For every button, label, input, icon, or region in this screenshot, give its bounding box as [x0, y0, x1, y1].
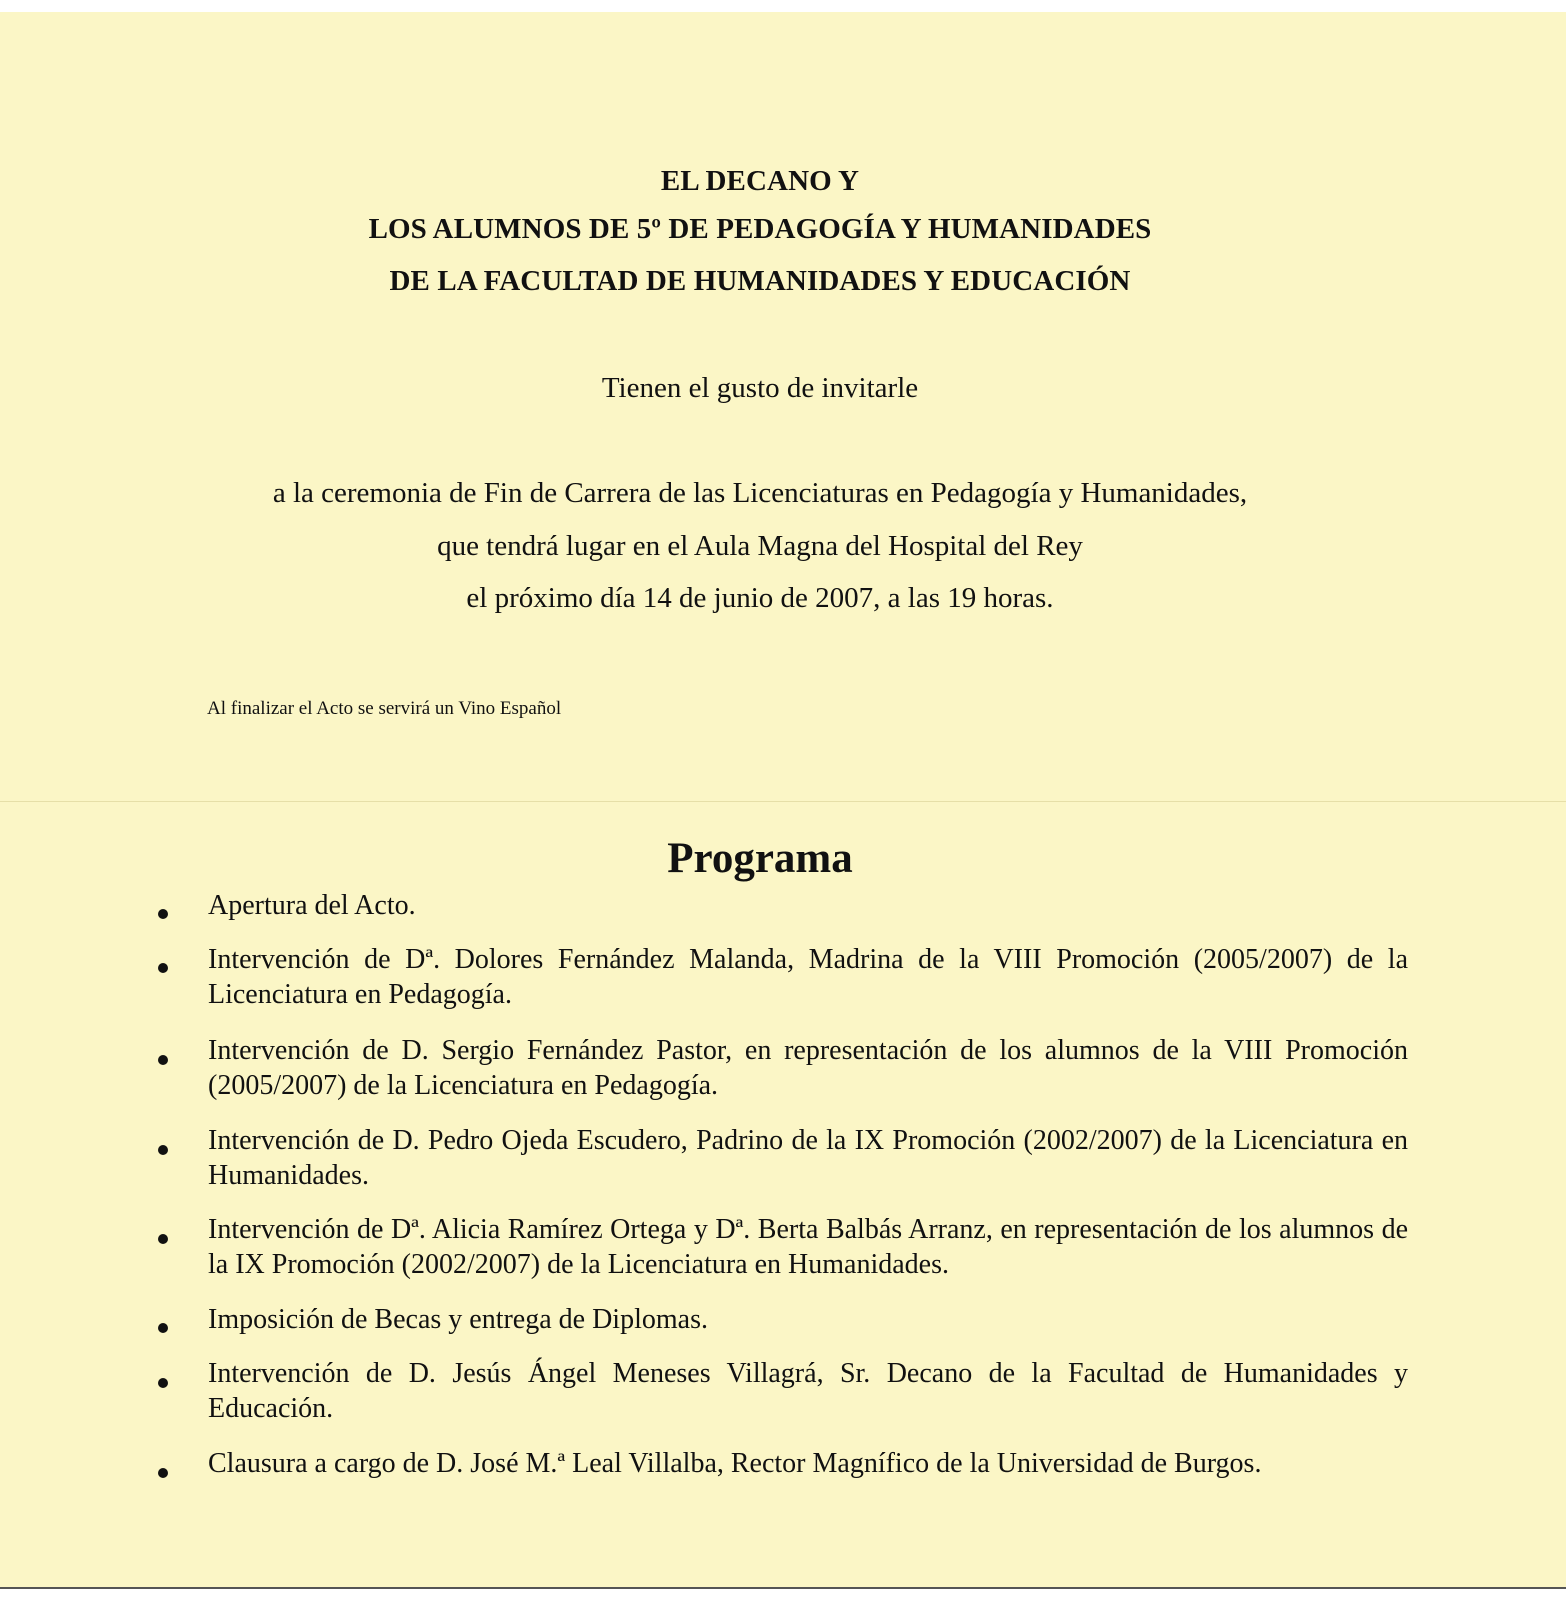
program-item: Intervención de D. Pedro Ojeda Escudero, Padrino de la IX Promoción (2002/2007) de la Licenciatura en Humanidades. — [208, 1125, 1408, 1191]
header-line-2: LOS ALUMNOS DE 5º DE PEDAGOGÍA Y HUMANIDADES — [368, 213, 1152, 245]
header-line-3: DE LA FACULTAD DE HUMANIDADES Y EDUCACIÓN — [389, 265, 1131, 297]
program-item: Intervención de Dª. Dolores Fernández Malanda, Madrina de la VIII Promoción (2005/2007) de la Licenciatura en Pedagogía. — [208, 944, 1408, 1010]
program-item: Imposición de Becas y entrega de Diplomas. — [208, 1304, 708, 1335]
bullet-icon — [158, 1055, 168, 1065]
invitation-line-2: que tendrá lugar en el Aula Magna del Hospital del Rey — [437, 530, 1083, 562]
header-line-1: EL DECANO Y — [660, 165, 860, 197]
program-item: Intervención de D. Jesús Ángel Meneses Villagrá, Sr. Decano de la Facultad de Humanidades y Educación. — [208, 1358, 1408, 1424]
reception-note: Al finalizar el Acto se servirá un Vino Español — [207, 698, 562, 719]
bullet-icon — [158, 1468, 168, 1478]
fold-line — [0, 801, 1566, 802]
program-item: Clausura a cargo de D. José M.ª Leal Villalba, Rector Magnífico de la Universidad de Burgos. — [208, 1448, 1262, 1479]
bullet-icon — [158, 963, 168, 973]
invitation-greeting: Tienen el gusto de invitarle — [601, 372, 919, 404]
invitation-line-1: a la ceremonia de Fin de Carrera de las Licenciaturas en Pedagogía y Humanidades, — [272, 477, 1248, 509]
invitation-card — [0, 12, 1566, 1587]
bullet-icon — [158, 1145, 168, 1155]
program-item: Apertura del Acto. — [208, 890, 416, 921]
bullet-icon — [158, 1378, 168, 1388]
bullet-icon — [158, 1323, 168, 1333]
bullet-icon — [158, 909, 168, 919]
invitation-line-3: el próximo día 14 de junio de 2007, a las 19 horas. — [466, 582, 1054, 614]
bullet-icon — [158, 1234, 168, 1244]
program-item: Intervención de D. Sergio Fernández Pastor, en representación de los alumnos de la VIII Promoción (2005/2007) de la Licenciatura en Pedagogía. — [208, 1035, 1408, 1101]
program-item: Intervención de Dª. Alicia Ramírez Ortega y Dª. Berta Balbás Arranz, en representación de los alumnos de la IX Promoción (2002/2007) de la Licenciatura en Humanidades. — [208, 1214, 1408, 1280]
program-title: Programa — [667, 835, 853, 882]
